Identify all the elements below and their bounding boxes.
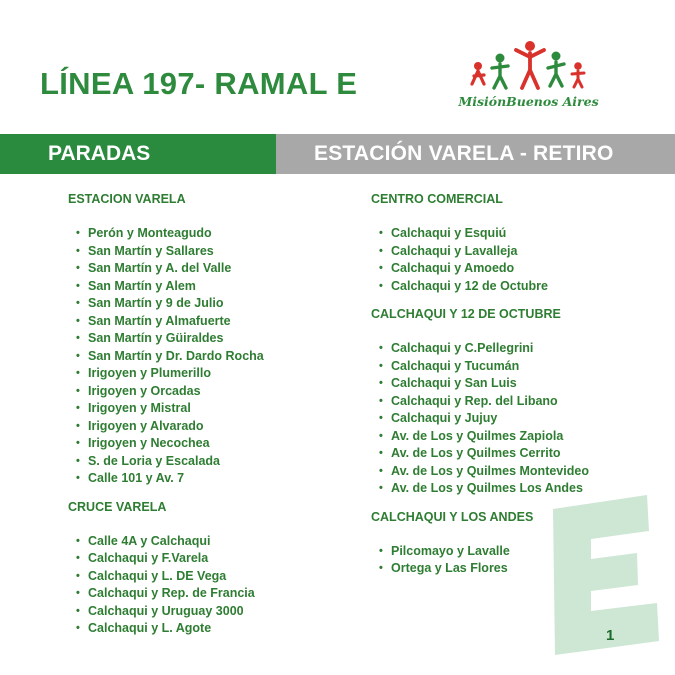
stop-list [68,225,338,488]
stop-item: • Calchaqui y San Luis [371,375,661,393]
stop-item: • Calchaqui y Esquiú [371,225,661,243]
stop-item: • Irigoyen y Plumerillo [68,365,338,383]
stops-column-left [68,190,338,648]
section-calchaqui-los-andes [371,508,661,578]
stop-item: • San Martín y Dr. Dardo Rocha [68,348,338,366]
stops-column-right [371,190,661,588]
section-title: CENTRO COMERCIAL [371,192,503,206]
stop-item: • Calchaqui y 12 de Octubre [371,278,661,296]
section-title: CALCHAQUI Y LOS ANDES [371,509,534,524]
stop-item: • Irigoyen y Orcadas [68,383,338,401]
stop-item: • San Martín y Güiraldes [68,330,338,348]
page-title: LÍNEA 197- RAMAL E [40,66,358,101]
stop-item: • San Martín y 9 de Julio [68,295,338,313]
mision-buenos-aires-logo [446,40,611,115]
stop-item: • Calchaqui y Jujuy [371,410,661,428]
stop-item: • Calle 101 y Av. 7 [68,470,338,488]
stop-item: • San Martín y Sallares [68,243,338,261]
section-title: ESTACION VARELA [68,192,186,206]
stop-item: • Calchaqui y Lavalleja [371,243,661,261]
section-estacion-varela [68,190,338,488]
stop-item: • Pilcomayo y Lavalle [371,543,661,561]
banner-paradas: PARADAS [0,134,276,174]
stop-item: • Calchaqui y C.Pellegrini [371,340,661,358]
stop-item: • S. de Loria y Escalada [68,453,338,471]
stop-item: • Av. de Los y Quilmes Cerrito [371,445,661,463]
stop-list [68,533,338,638]
stop-item: • Irigoyen y Alvarado [68,418,338,436]
stop-item: • Calchaqui y F.Varela [68,550,338,568]
stop-item: • Calchaqui y Tucumán [371,358,661,376]
stop-item: • Irigoyen y Necochea [68,435,338,453]
page-number: 1 [606,627,615,644]
stop-item: • Calchaqui y Amoedo [371,260,661,278]
section-calchaqui-12-de-octubre [371,305,661,498]
stop-item: • Ortega y Las Flores [371,560,661,578]
section-title: CRUCE VARELA [68,499,167,514]
family-figures-icon [464,40,594,92]
stop-list [371,225,661,295]
stop-item: • Av. de Los y Quilmes Los Andes [371,480,661,498]
stop-item: • Calchaqui y L. Agote [68,620,338,638]
stop-item: • Calchaqui y L. DE Vega [68,568,338,586]
banner-route: ESTACIÓN VARELA - RETIRO [276,134,675,174]
stop-item: • San Martín y Almafuerte [68,313,338,331]
stop-item: • Calle 4A y Calchaqui [68,533,338,551]
stop-list [371,543,661,578]
stop-item: • Av. de Los y Quilmes Montevideo [371,463,661,481]
section-cruce-varela [68,498,338,638]
stop-item: • Calchaqui y Rep. del Libano [371,393,661,411]
stop-item: • Perón y Monteagudo [68,225,338,243]
stop-list [371,340,661,498]
logo-text: MisiónBuenos Aires [458,94,599,109]
stop-item: • Calchaqui y Uruguay 3000 [68,603,338,621]
stop-item: • San Martín y Alem [68,278,338,296]
section-centro-comercial [371,190,661,295]
section-title: CALCHAQUI Y 12 DE OCTUBRE [371,307,561,321]
stop-item: • Av. de Los y Quilmes Zapiola [371,428,661,446]
stop-item: • Irigoyen y Mistral [68,400,338,418]
stop-item: • San Martín y A. del Valle [68,260,338,278]
stop-item: • Calchaqui y Rep. de Francia [68,585,338,603]
